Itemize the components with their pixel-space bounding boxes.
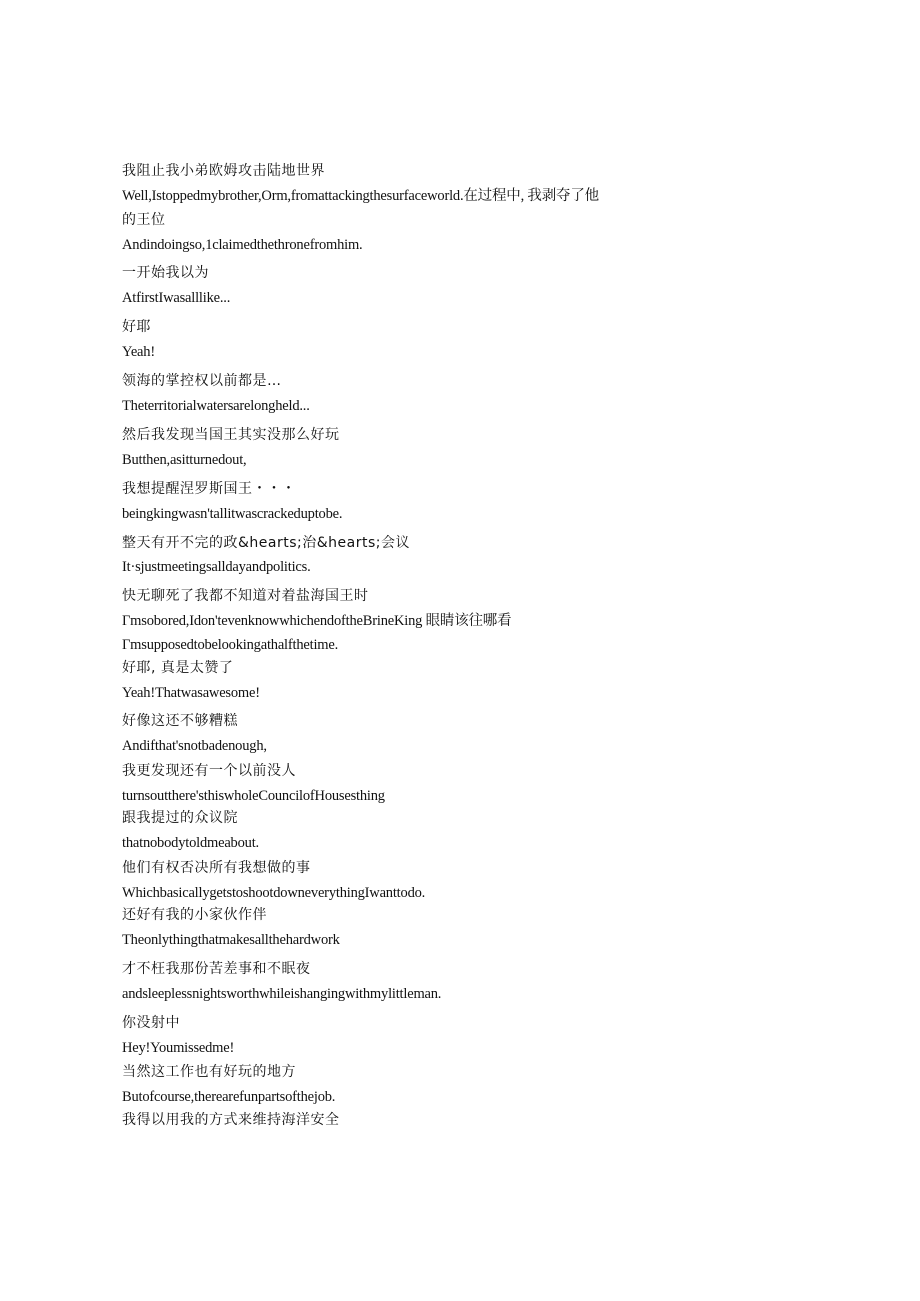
subtitle-line-zh: 快无聊死了我都不知道对着盐海国王时 xyxy=(122,588,369,604)
subtitle-line-en: It·sjustmeetingsalldayandpolitics. xyxy=(122,559,311,575)
subtitle-line-en: turnsoutthere'sthiswholeCouncilofHousesthing xyxy=(122,788,385,804)
subtitle-line-zh: 还好有我的小家伙作伴 xyxy=(122,907,267,923)
subtitle-line-zh: 一开始我以为 xyxy=(122,265,209,281)
subtitle-line-zh: 我阻止我小弟欧姆攻击陆地世界 xyxy=(122,163,325,179)
subtitle-line-zh: 当然这工作也有好玩的地方 xyxy=(122,1064,296,1080)
subtitle-line-zh: 的王位 xyxy=(122,212,166,228)
subtitle-line-zh: 好像这还不够糟糕 xyxy=(122,713,238,729)
subtitle-line-zh: 我更发现还有一个以前没人 xyxy=(122,763,296,779)
subtitle-line-zh: 我得以用我的方式来维持海洋安全 xyxy=(122,1112,340,1128)
subtitle-line-en: Butthen,asitturnedout, xyxy=(122,452,247,468)
subtitle-line-zh: 好耶, 真是太赞了 xyxy=(122,660,234,676)
subtitle-line-en: Well,Istoppedmybrother,Orm,fromattackingthesurfaceworld.在过程中, 我剥夺了他 xyxy=(122,188,599,204)
subtitle-line-zh: 你没射中 xyxy=(122,1015,180,1031)
subtitle-line-en: Yeah! xyxy=(122,344,155,360)
subtitle-line-en: AtfirstIwasalllike... xyxy=(122,290,231,306)
subtitle-line-zh: 跟我提过的众议院 xyxy=(122,810,238,826)
subtitle-line-en: Theterritorialwatersarelongheld... xyxy=(122,398,310,414)
subtitle-line-en: Butofcourse,therearefunpartsofthejob. xyxy=(122,1089,336,1105)
subtitle-line-en: beingkingwasn'tallitwascrackeduptobe. xyxy=(122,506,343,522)
subtitle-line-en: Andifthat'snotbadenough, xyxy=(122,738,267,754)
subtitle-line-en: andsleeplessnightsworthwhileishangingwithmylittleman. xyxy=(122,986,442,1002)
subtitle-line-zh: 整天有开不完的政&hearts;治&hearts;会议 xyxy=(122,535,410,551)
subtitle-line-zh: 才不枉我那份苦差事和不眠夜 xyxy=(122,961,311,977)
subtitle-line-en: Hey!Youmissedme! xyxy=(122,1040,235,1056)
subtitle-line-en: Yeah!Thatwasawesome! xyxy=(122,685,260,701)
subtitle-line-zh: 我想提醒涅罗斯国王・・・ xyxy=(122,481,296,497)
subtitle-line-en: WhichbasicallygetstoshootdowneverythingIwanttodo. xyxy=(122,885,426,901)
subtitle-line-en: Andindoingso,1claimedthethronefromhim. xyxy=(122,237,363,253)
subtitle-line-en: Γmsupposedtobelookingathalfthetime. xyxy=(122,637,339,653)
subtitle-line-zh: 好耶 xyxy=(122,319,151,335)
subtitle-line-en: Theonlythingthatmakesallthehardwork xyxy=(122,932,340,948)
subtitle-line-zh: 领海的掌控权以前都是… xyxy=(122,373,282,389)
subtitle-line-en: Γmsobored,Idon'tevenknowwhichendoftheBrineKing 眼睛该往哪看 xyxy=(122,613,512,629)
subtitle-line-zh: 他们有权否决所有我想做的事 xyxy=(122,860,311,876)
subtitle-line-zh: 然后我发现当国王其实没那么好玩 xyxy=(122,427,340,443)
subtitle-line-en: thatnobodytoldmeabout. xyxy=(122,835,259,851)
